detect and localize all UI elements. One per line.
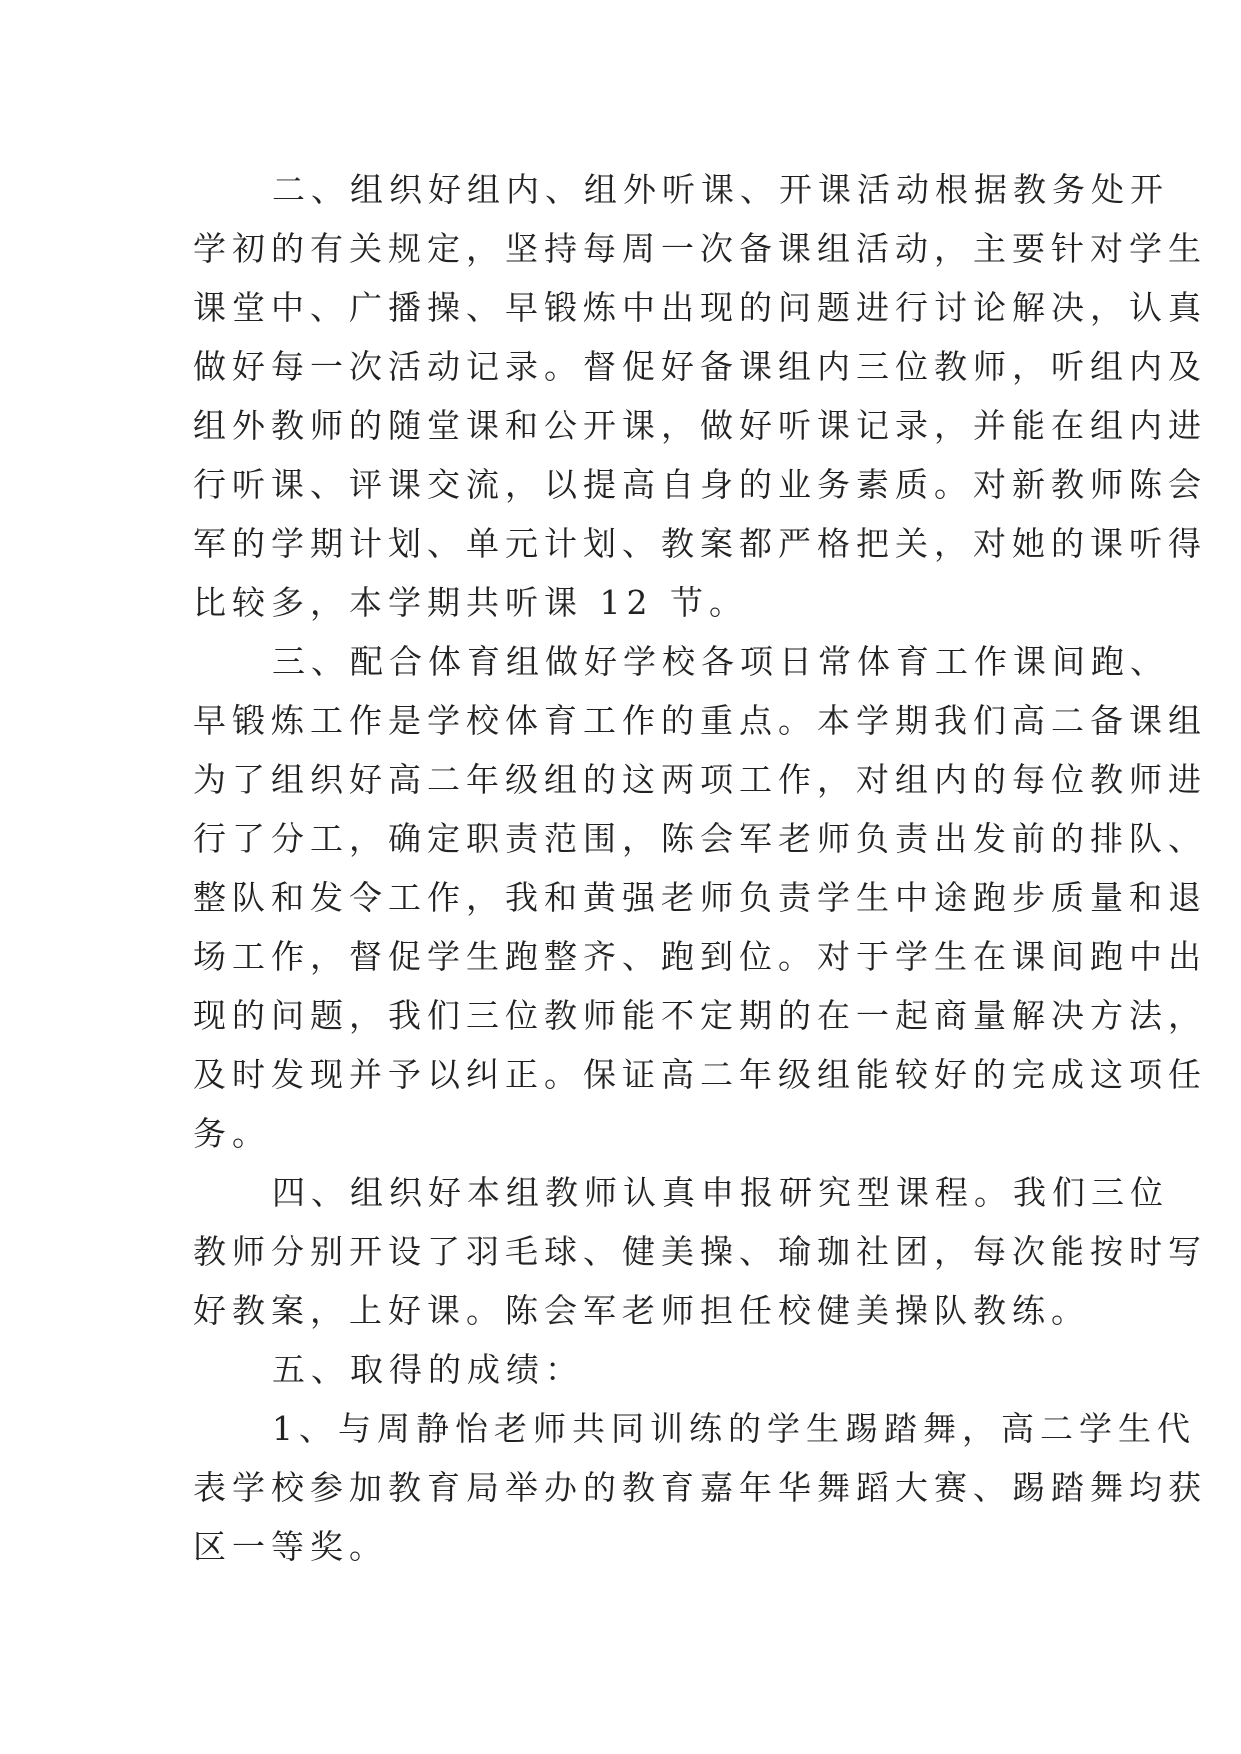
paragraph-2-line-4: 做好每一次活动记录。督促好备课组内三位教师，听组内及 xyxy=(193,347,1207,386)
paragraph-2-line-6: 行听课、评课交流，以提高自身的业务素质。对新教师陈会 xyxy=(193,465,1207,504)
paragraph-3-line-4: 行了分工，确定职责范围，陈会军老师负责出发前的排队、 xyxy=(193,819,1207,858)
achievement-1-line-2: 表学校参加教育局举办的教育嘉年华舞蹈大赛、踢踏舞均获 xyxy=(193,1468,1207,1507)
paragraph-4-line-1: 四、组织好本组教师认真申报研究型课程。我们三位 xyxy=(272,1173,1169,1212)
achievement-1-line-1: 1、与周静怡老师共同训练的学生踢踏舞，高二学生代 xyxy=(272,1409,1196,1448)
document-body xyxy=(193,160,1207,1576)
paragraph-3-line-2: 早锻炼工作是学校体育工作的重点。本学期我们高二备课组 xyxy=(193,701,1207,740)
paragraph-4-line-2: 教师分别开设了羽毛球、健美操、瑜珈社团，每次能按时写 xyxy=(193,1232,1207,1271)
paragraph-3-line-3: 为了组织好高二年级组的这两项工作，对组内的每位教师进 xyxy=(193,760,1207,799)
paragraph-2-line-1: 二、组织好组内、组外听课、开课活动根据教务处开 xyxy=(272,170,1169,209)
paragraph-4-line-3: 好教案，上好课。陈会军老师担任校健美操队教练。 xyxy=(193,1291,1090,1330)
paragraph-3-line-8: 及时发现并予以纠正。保证高二年级组能较好的完成这项任 xyxy=(193,1055,1207,1094)
paragraph-2-line-5: 组外教师的随堂课和公开课，做好听课记录，并能在组内进 xyxy=(193,406,1207,445)
paragraph-5-heading: 五、取得的成绩： xyxy=(272,1350,584,1389)
paragraph-2-line-7: 军的学期计划、单元计划、教案都严格把关，对她的课听得 xyxy=(193,524,1207,563)
paragraph-2-line-8: 比较多，本学期共听课 12 节。 xyxy=(193,583,748,622)
paragraph-2-line-2: 学初的有关规定，坚持每周一次备课组活动，主要针对学生 xyxy=(193,229,1207,268)
paragraph-3-line-7: 现的问题，我们三位教师能不定期的在一起商量解决方法， xyxy=(193,996,1207,1035)
paragraph-3-line-6: 场工作，督促学生跑整齐、跑到位。对于学生在课间跑中出 xyxy=(193,937,1207,976)
paragraph-3-line-5: 整队和发令工作，我和黄强老师负责学生中途跑步质量和退 xyxy=(193,878,1207,917)
paragraph-3-line-1: 三、配合体育组做好学校各项日常体育工作课间跑、 xyxy=(272,642,1169,681)
achievement-1-line-3: 区一等奖。 xyxy=(193,1527,388,1566)
paragraph-2-line-3: 课堂中、广播操、早锻炼中出现的问题进行讨论解决，认真 xyxy=(193,288,1207,327)
paragraph-3-line-9: 务。 xyxy=(193,1114,271,1153)
